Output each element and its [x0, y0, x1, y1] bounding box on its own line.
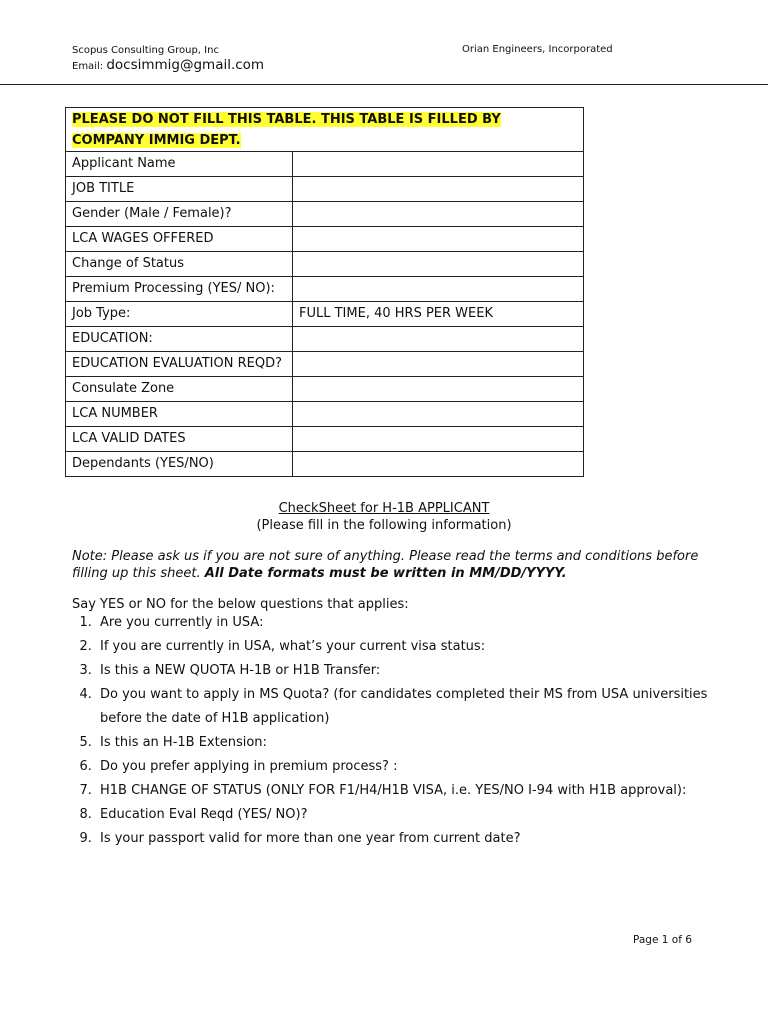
row-label: Gender (Male / Female)? — [66, 202, 293, 227]
row-value — [293, 377, 584, 402]
row-value — [293, 327, 584, 352]
row-label: Change of Status — [66, 252, 293, 277]
list-item: 5. Is this an H-1B Extension: — [96, 731, 736, 755]
row-label: LCA NUMBER — [66, 402, 293, 427]
row-label: Job Type: — [66, 302, 293, 327]
row-label: EDUCATION: — [66, 327, 293, 352]
email-value: docsimmig@gmail.com — [106, 57, 265, 73]
list-item: 3. Is this a NEW QUOTA H-1B or H1B Transfer: — [96, 659, 736, 683]
table-warning-cell — [66, 108, 584, 152]
email-label: Email: — [72, 61, 104, 72]
page-number: Page 1 of 6 — [633, 934, 692, 946]
checksheet-title: CheckSheet for H-1B APPLICANT — [278, 501, 490, 516]
row-value — [293, 427, 584, 452]
row-label: Applicant Name — [66, 152, 293, 177]
table-row — [66, 227, 584, 252]
table-row — [66, 327, 584, 352]
email-line — [72, 58, 264, 74]
table-row — [66, 427, 584, 452]
table-row — [66, 202, 584, 227]
questions-intro: Say YES or NO for the below questions that applies: — [72, 597, 409, 612]
table-row — [66, 377, 584, 402]
checksheet-subtitle: (Please fill in the following information) — [256, 518, 512, 533]
warning-line-1: PLEASE DO NOT FILL THIS TABLE. THIS TABLE IS FILLED BY — [72, 112, 501, 127]
row-value — [293, 152, 584, 177]
list-item: 9. Is your passport valid for more than one year from current date? — [96, 827, 736, 851]
row-label: JOB TITLE — [66, 177, 293, 202]
table-header-row — [66, 108, 584, 152]
header-left — [72, 44, 264, 74]
row-label: LCA VALID DATES — [66, 427, 293, 452]
company-name-right: Orian Engineers, Incorporated — [462, 44, 613, 55]
table-row — [66, 352, 584, 377]
row-value — [293, 402, 584, 427]
row-value — [293, 202, 584, 227]
note-date-format: All Date formats must be written in MM/DD/YYYY. — [204, 566, 567, 581]
table-row — [66, 277, 584, 302]
table-row — [66, 177, 584, 202]
row-value — [293, 177, 584, 202]
table-row — [66, 452, 584, 477]
table-row — [66, 152, 584, 177]
company-name-left: Scopus Consulting Group, Inc — [72, 45, 219, 56]
row-value — [293, 352, 584, 377]
row-label: LCA WAGES OFFERED — [66, 227, 293, 252]
questions-list — [72, 611, 736, 851]
note-paragraph — [72, 548, 712, 582]
list-item: 7. H1B CHANGE OF STATUS (ONLY FOR F1/H4/H1B VISA, i.e. YES/NO I-94 with H1B approval): — [96, 779, 736, 803]
row-label: Premium Processing (YES/ NO): — [66, 277, 293, 302]
list-item: 6. Do you prefer applying in premium process? : — [96, 755, 736, 779]
warning-line-2: COMPANY IMMIG DEPT. — [72, 133, 241, 148]
note-text: Note: Please ask us if you are not sure of anything. Please read the terms and conditions before filling up this sheet. — [72, 549, 699, 581]
list-item: 2. If you are currently in USA, what’s your current visa status: — [96, 635, 736, 659]
table-row — [66, 302, 584, 327]
header-divider — [0, 84, 768, 85]
row-value — [293, 252, 584, 277]
row-value — [293, 277, 584, 302]
row-label: Consulate Zone — [66, 377, 293, 402]
immig-dept-table — [65, 107, 584, 477]
row-label: Dependants (YES/NO) — [66, 452, 293, 477]
table-row — [66, 402, 584, 427]
row-value — [293, 227, 584, 252]
list-item: 1. Are you currently in USA: — [96, 611, 736, 635]
list-item: 4. Do you want to apply in MS Quota? (for candidates completed their MS from USA universities before the date of H1B application) — [96, 683, 736, 731]
row-label: EDUCATION EVALUATION REQD? — [66, 352, 293, 377]
list-item: 8. Education Eval Reqd (YES/ NO)? — [96, 803, 736, 827]
row-value: FULL TIME, 40 HRS PER WEEK — [293, 302, 584, 327]
row-value — [293, 452, 584, 477]
checksheet-title-block — [0, 500, 768, 534]
table-row — [66, 252, 584, 277]
